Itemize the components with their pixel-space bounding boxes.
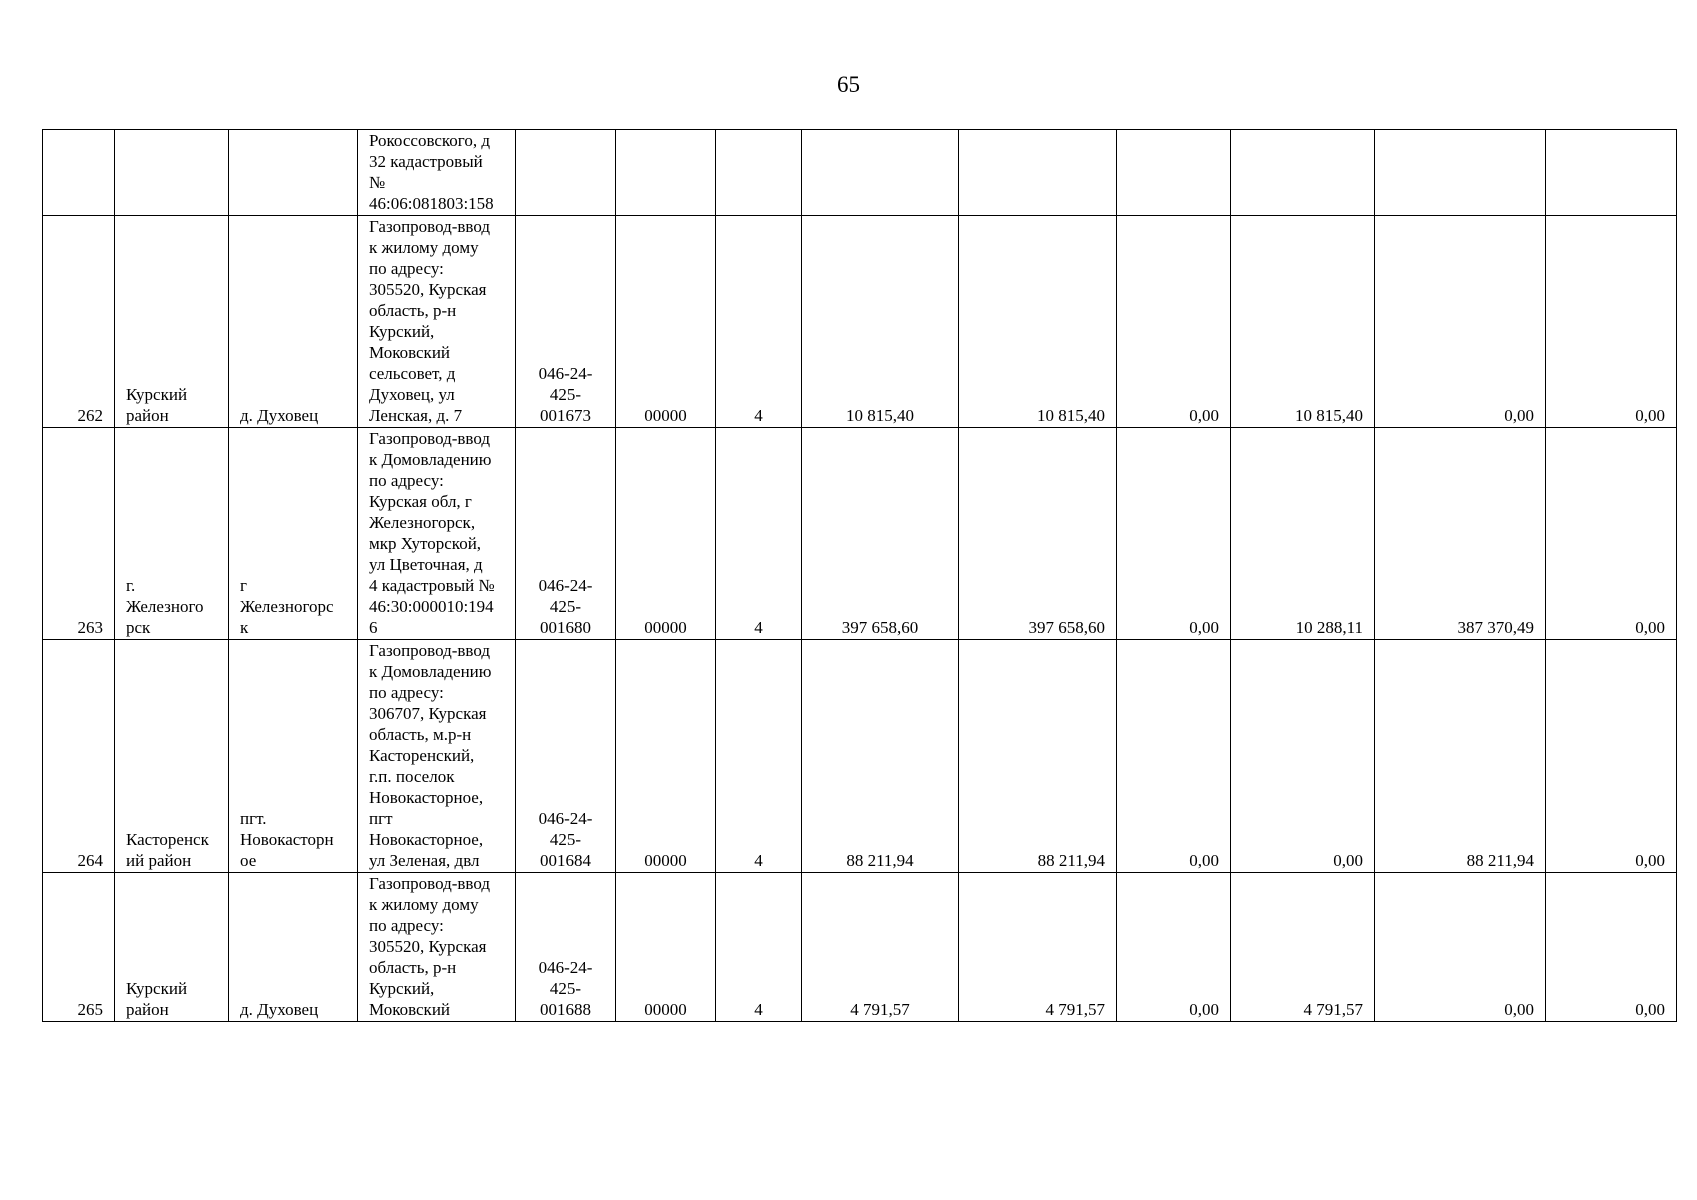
row-number: 263 bbox=[43, 428, 115, 640]
category-cell: 4 bbox=[716, 216, 802, 428]
amount-cell: 0,00 bbox=[1231, 640, 1375, 873]
table-row bbox=[43, 873, 1677, 1022]
amount-cell: 88 211,94 bbox=[1375, 640, 1546, 873]
object-code-cell: 046-24- 425- 001684 bbox=[516, 640, 616, 873]
amount-cell: 0,00 bbox=[1117, 216, 1231, 428]
amount-cell: 0,00 bbox=[1117, 428, 1231, 640]
amount-total-cell: 88 211,94 bbox=[802, 640, 959, 873]
kbk-cell: 00000 bbox=[616, 873, 716, 1022]
row-number: 265 bbox=[43, 873, 115, 1022]
table-row bbox=[43, 428, 1677, 640]
amount-cell: 0,00 bbox=[1546, 640, 1677, 873]
object-description-cell: Газопровод-ввод к Домовладению по адресу: Курская обл, г Железногорск, мкр Хуторской, ул Цветочная, д 4 кадастровый № 46:30:000010:194 6 bbox=[358, 428, 516, 640]
amount-cell: 4 791,57 bbox=[1231, 873, 1375, 1022]
row-number: 262 bbox=[43, 216, 115, 428]
object-code-cell: 046-24- 425- 001688 bbox=[516, 873, 616, 1022]
amount-cell: 10 288,11 bbox=[1231, 428, 1375, 640]
table-row bbox=[43, 130, 1677, 216]
amount-cell bbox=[1231, 130, 1375, 216]
amount-cell bbox=[959, 130, 1117, 216]
kbk-cell: 00000 bbox=[616, 428, 716, 640]
object-code-cell: 046-24- 425- 001673 bbox=[516, 216, 616, 428]
locality-cell: г Железногорс к bbox=[229, 428, 358, 640]
amount-cell: 0,00 bbox=[1117, 640, 1231, 873]
amount-cell: 0,00 bbox=[1375, 216, 1546, 428]
district-cell bbox=[115, 130, 229, 216]
amount-cell: 0,00 bbox=[1546, 428, 1677, 640]
locality-cell: пгт. Новокасторн ое bbox=[229, 640, 358, 873]
kbk-cell: 00000 bbox=[616, 216, 716, 428]
table-row bbox=[43, 640, 1677, 873]
amount-cell: 0,00 bbox=[1375, 873, 1546, 1022]
object-code-cell bbox=[516, 130, 616, 216]
locality-cell bbox=[229, 130, 358, 216]
category-cell: 4 bbox=[716, 873, 802, 1022]
amount-cell: 88 211,94 bbox=[959, 640, 1117, 873]
amount-cell: 0,00 bbox=[1546, 216, 1677, 428]
amount-cell: 0,00 bbox=[1117, 873, 1231, 1022]
object-description-cell: Газопровод-ввод к Домовладению по адресу: 306707, Курская область, м.р-н Касторенский, г.п. поселок Новокасторное, пгт Новокасторное, ул Зеленая, двл bbox=[358, 640, 516, 873]
district-cell: г. Железного рск bbox=[115, 428, 229, 640]
amount-cell bbox=[1375, 130, 1546, 216]
amount-cell bbox=[1546, 130, 1677, 216]
kbk-cell bbox=[616, 130, 716, 216]
amount-cell: 397 658,60 bbox=[959, 428, 1117, 640]
amount-cell: 387 370,49 bbox=[1375, 428, 1546, 640]
locality-cell: д. Духовец bbox=[229, 216, 358, 428]
objects-table bbox=[42, 129, 1677, 1022]
object-code-cell: 046-24- 425- 001680 bbox=[516, 428, 616, 640]
district-cell: Курский район bbox=[115, 873, 229, 1022]
amount-cell: 0,00 bbox=[1546, 873, 1677, 1022]
district-cell: Касторенск ий район bbox=[115, 640, 229, 873]
amount-cell bbox=[1117, 130, 1231, 216]
category-cell bbox=[716, 130, 802, 216]
locality-cell: д. Духовец bbox=[229, 873, 358, 1022]
row-number: 264 bbox=[43, 640, 115, 873]
kbk-cell: 00000 bbox=[616, 640, 716, 873]
page-number: 65 bbox=[837, 72, 860, 97]
amount-total-cell bbox=[802, 130, 959, 216]
amount-cell: 4 791,57 bbox=[959, 873, 1117, 1022]
table-row bbox=[43, 216, 1677, 428]
object-description-cell: Газопровод-ввод к жилому дому по адресу: 305520, Курская область, р-н Курский, Моковский bbox=[358, 873, 516, 1022]
amount-total-cell: 4 791,57 bbox=[802, 873, 959, 1022]
amount-total-cell: 10 815,40 bbox=[802, 216, 959, 428]
object-description-cell: Газопровод-ввод к жилому дому по адресу: 305520, Курская область, р-н Курский, Моковский сельсовет, д Духовец, ул Ленская, д. 7 bbox=[358, 216, 516, 428]
category-cell: 4 bbox=[716, 640, 802, 873]
district-cell: Курский район bbox=[115, 216, 229, 428]
row-number bbox=[43, 130, 115, 216]
amount-total-cell: 397 658,60 bbox=[802, 428, 959, 640]
object-description-cell: Рокоссовского, д 32 кадастровый № 46:06:081803:158 bbox=[358, 130, 516, 216]
category-cell: 4 bbox=[716, 428, 802, 640]
amount-cell: 10 815,40 bbox=[959, 216, 1117, 428]
amount-cell: 10 815,40 bbox=[1231, 216, 1375, 428]
